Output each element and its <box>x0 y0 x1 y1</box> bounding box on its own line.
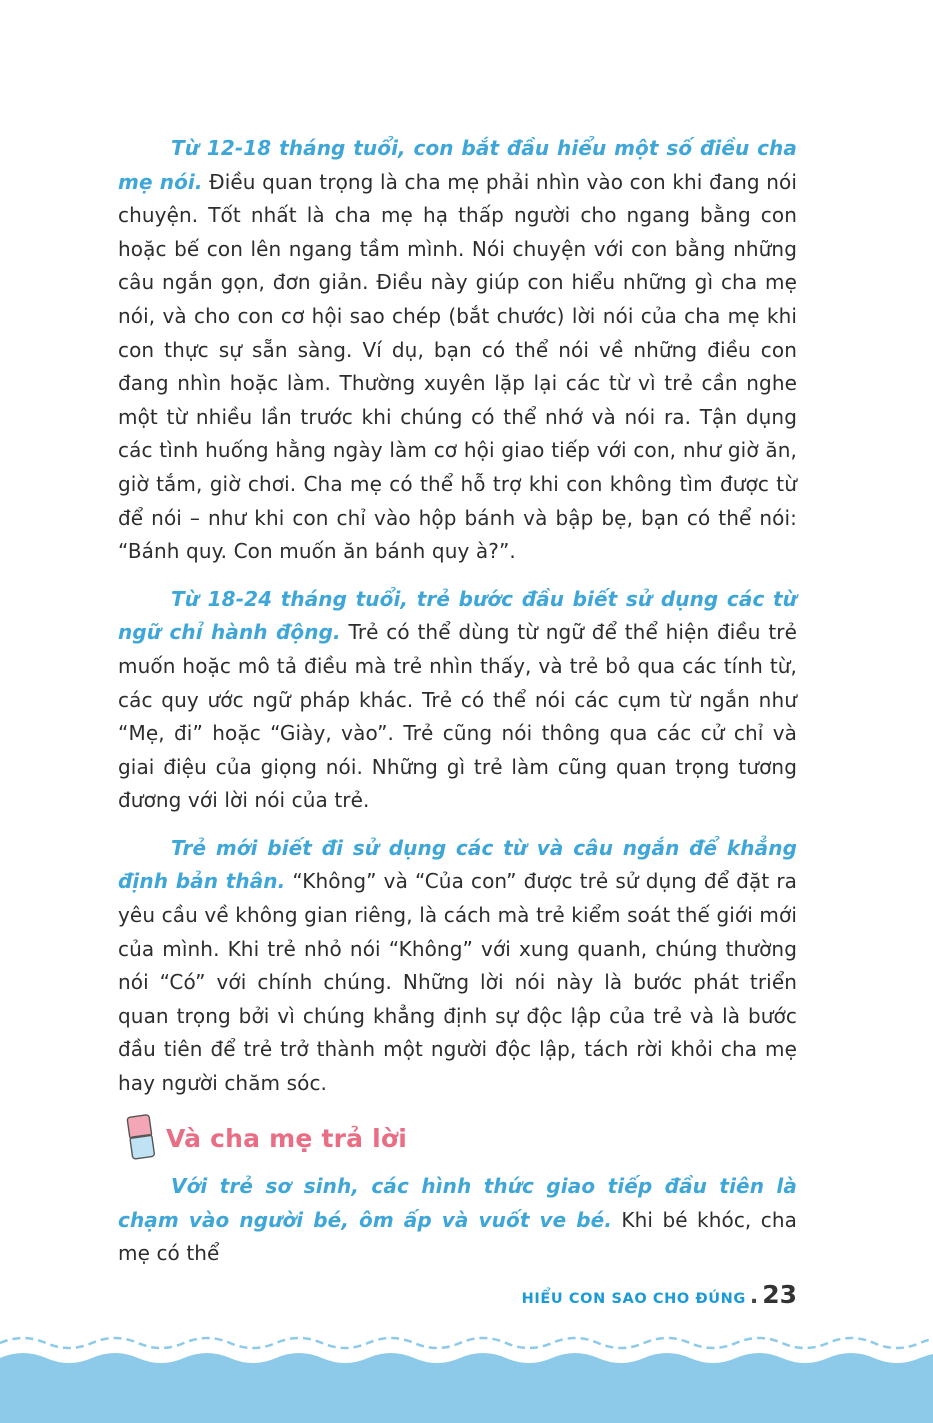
page-number: 23 <box>762 1280 797 1309</box>
paragraph-toddler <box>118 832 797 1101</box>
paragraph-newborn <box>118 1170 797 1271</box>
section-title: Và cha mẹ trả lời <box>166 1123 408 1153</box>
section-text <box>118 1170 797 1271</box>
paragraph-lead: Từ 12-18 tháng tuổi, con bắt đầu hiểu một số điều cha mẹ nói. <box>118 136 797 194</box>
wave-dashed-line <box>0 1338 933 1348</box>
footer-separator: . <box>749 1284 759 1309</box>
book-title: HIỂU CON SAO CHO ĐÚNG <box>521 1291 746 1307</box>
eraser-icon <box>122 1112 158 1164</box>
paragraph-body: Trẻ có thể dùng từ ngữ để thể hiện điều trẻ muốn hoặc mô tả điều mà trẻ nhìn thấy, và trẻ bỏ qua các tính từ, các quy ước ngữ pháp khác. Trẻ có thể nói các cụm từ ngắn như “Mẹ, đi” hoặc “Giày, vào”. Trẻ cũng nói thông qua các cử chỉ và giai điệu của giọng nói. Những gì trẻ làm cũng quan trọng tương đương với lời nói của trẻ. <box>118 620 797 813</box>
paragraph-18-24-months <box>118 583 797 818</box>
paragraph-body: Khi bé khóc, cha mẹ có thể <box>118 1207 797 1266</box>
paragraph-lead: Từ 18-24 tháng tuổi, trẻ bước đầu biết sử dụng các từ ngữ chỉ hành động. <box>118 586 797 645</box>
page-footer <box>522 1280 797 1309</box>
paragraph-body: “Không” và “Của con” được trẻ sử dụng để đặt ra yêu cầu về không gian riêng, là cách mà trẻ kiểm soát thế giới mới của mình. Khi trẻ nhỏ nói “Không” với xung quanh, chúng thường nói “Có” với chính chúng. Những lời nói này là bước phát triển quan trọng bởi vì chúng khẳng định sự độc lập của trẻ và là bước đầu tiên để trẻ trở thành một người độc lập, tách rời khỏi cha mẹ hay người chăm sóc. <box>118 869 797 1096</box>
main-text <box>118 132 797 1101</box>
paragraph-body: Điều quan trọng là cha mẹ phải nhìn vào con khi đang nói chuyện. Tốt nhất là cha mẹ hạ thấp người cho ngang bằng con hoặc bế con lên ngang tầm mình. Nói chuyện với con bằng những câu ngắn gọn, đơn giản. Điều này giúp con hiểu những gì cha mẹ nói, và cho con cơ hội sao chép (bắt chước) lời nói của cha mẹ khi con thực sự sẵn sàng. Ví dụ, bạn có thể nói về những điều con đang nhìn hoặc làm. Thường xuyên lặp lại các từ vì trẻ cần nghe một từ nhiều lần trước khi chúng có thể nhớ và nói ra. Tận dụng các tình huống hằng ngày làm cơ hội giao tiếp với con, như giờ ăn, giờ tắm, giờ chơi. Cha mẹ có thể hỗ trợ khi con không tìm được từ để nói – như khi con chỉ vào hộp bánh và bập bẹ, bạn có thể nói: “Bánh quy. Con muốn ăn bánh quy à?”. <box>118 169 797 564</box>
section-heading <box>122 1112 407 1164</box>
wave-fill <box>0 1353 933 1423</box>
wave-decoration <box>0 1330 933 1423</box>
paragraph-lead: Trẻ mới biết đi sử dụng các từ và câu ngắn để khẳng định bản thân. <box>118 835 797 894</box>
paragraph-lead: Với trẻ sơ sinh, các hình thức giao tiếp đầu tiên là chạm vào người bé, ôm ấp và vuốt ve bé. <box>118 1174 797 1232</box>
paragraph-12-18-months <box>118 132 797 569</box>
